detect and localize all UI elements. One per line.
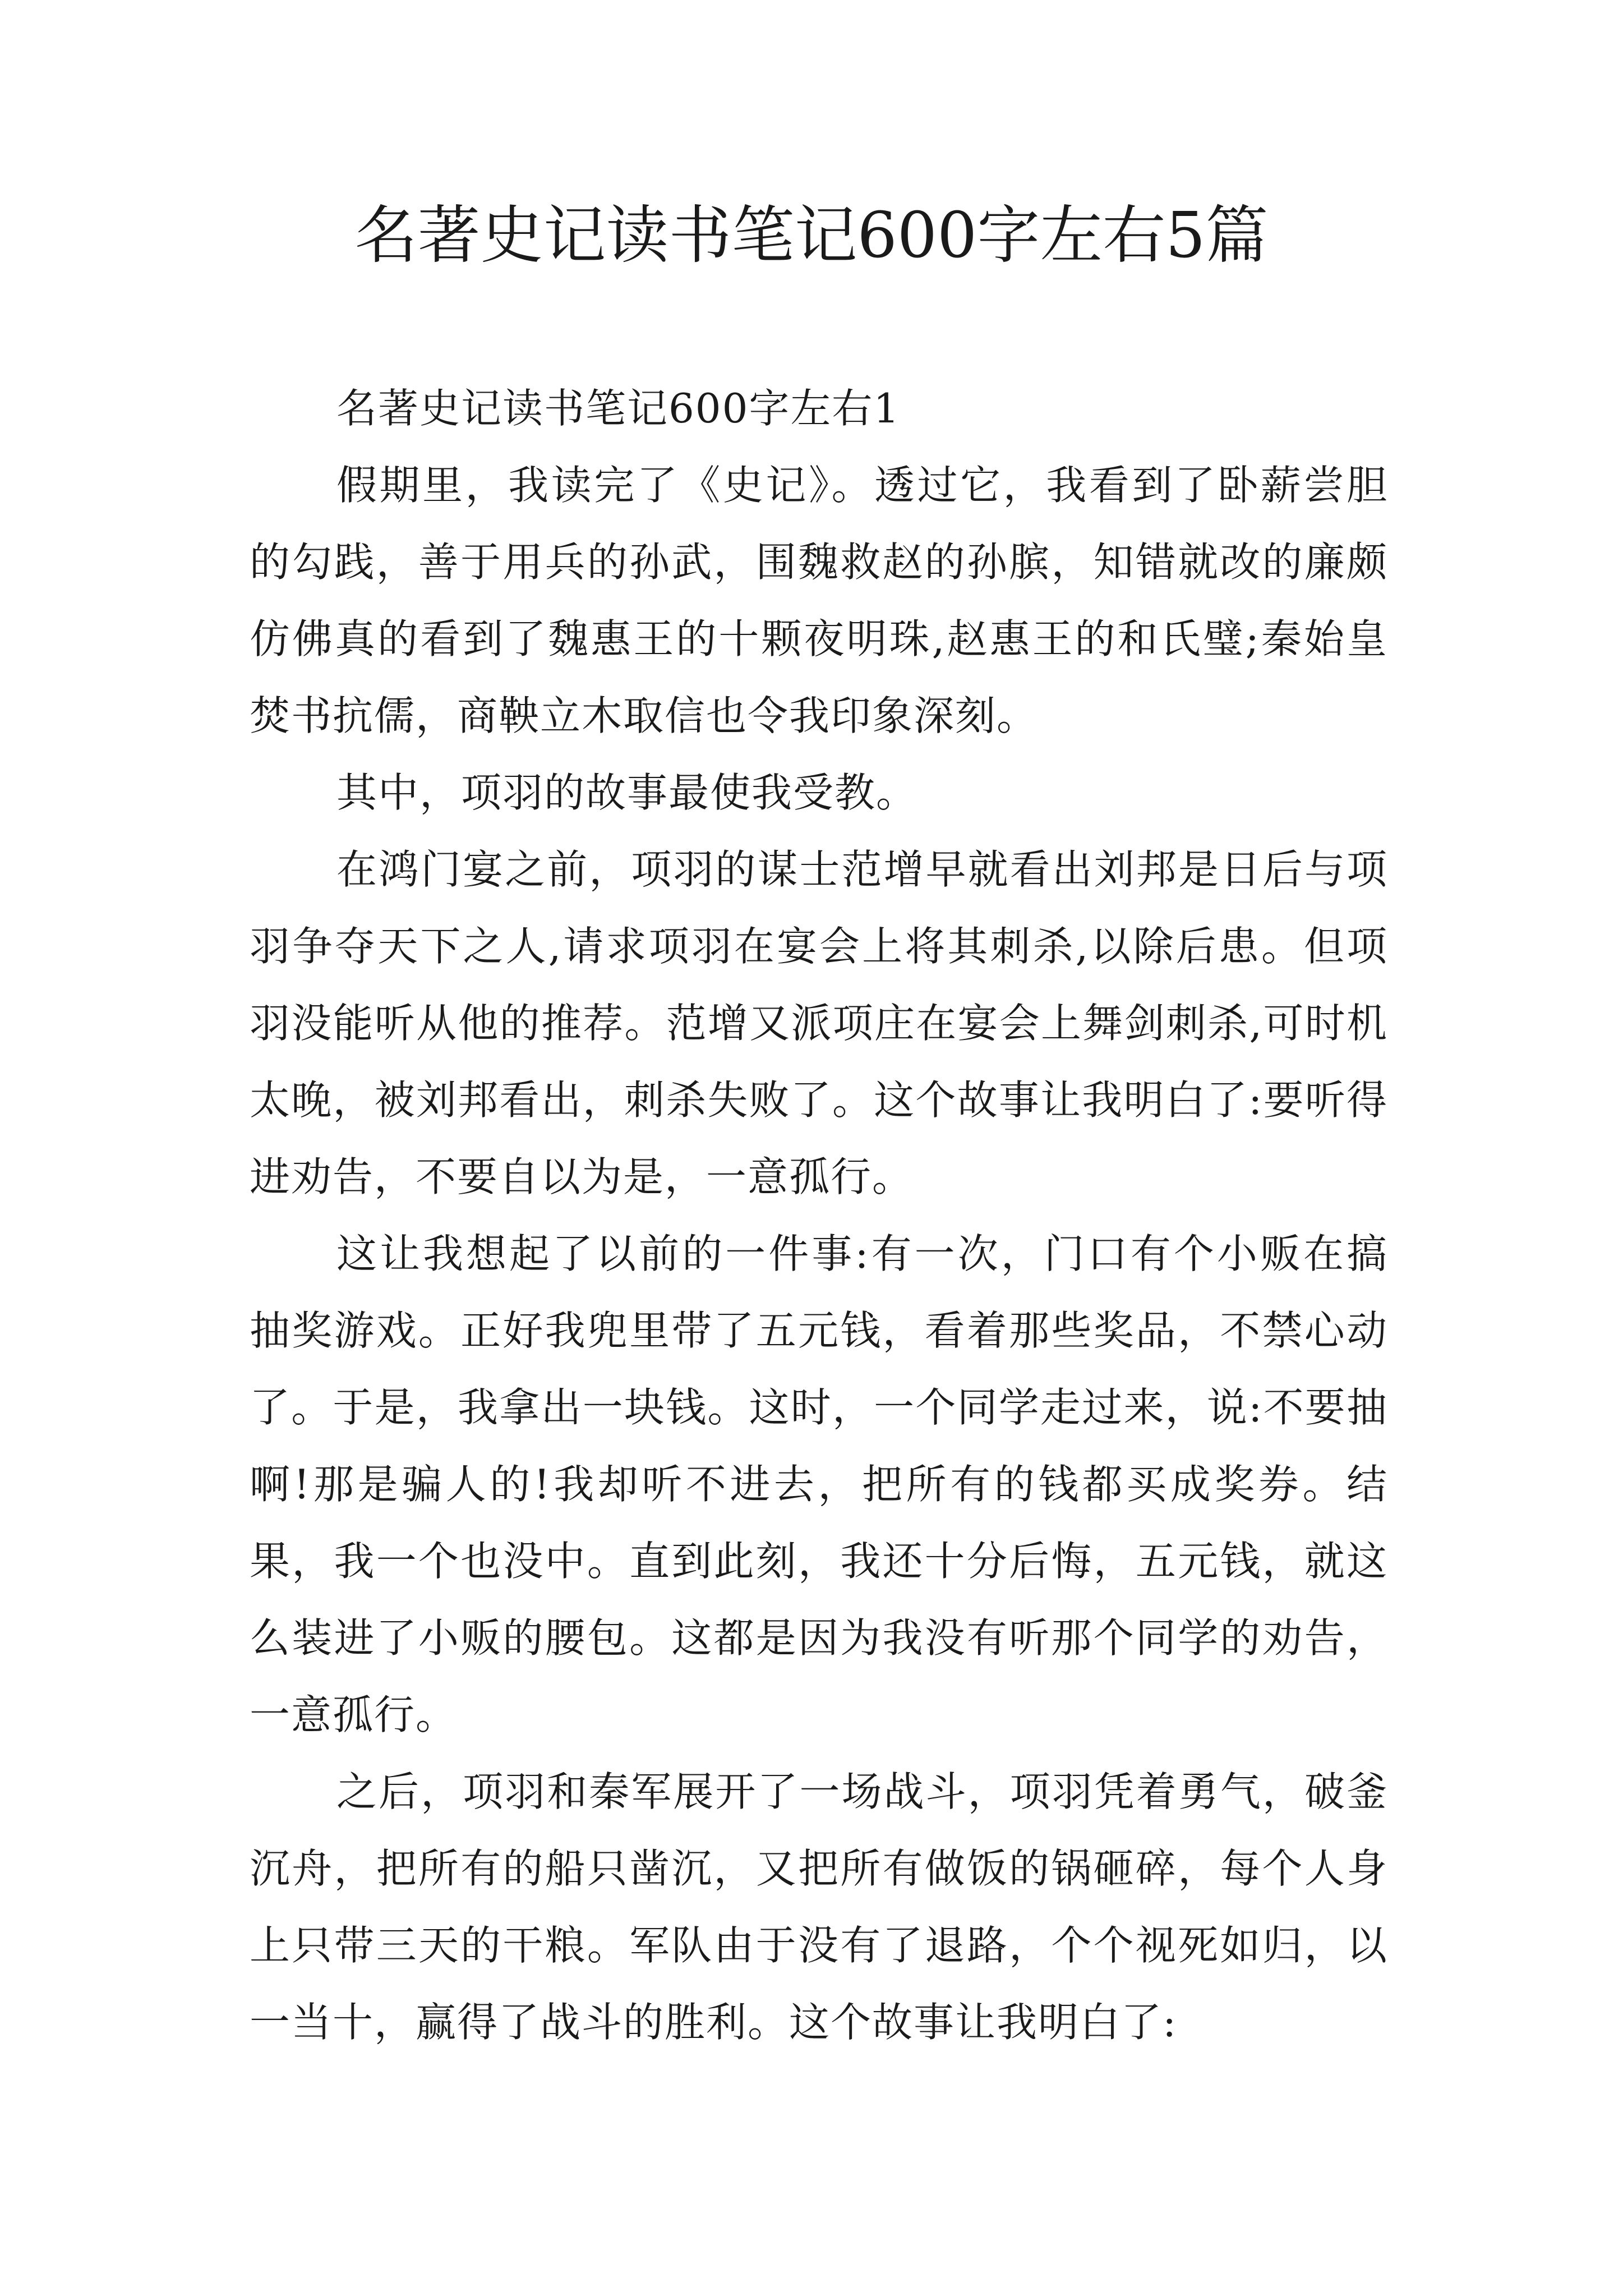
document-title: 名著史记读书笔记600字左右5篇 [354, 199, 1269, 272]
paragraph: 这让我想起了以前的一件事:有一次，门口有个小贩在搞抽奖游戏。正好我兜里带了五元钱，看着那些奖品，不禁心动了。于是，我拿出一块钱。这时，一个同学走过来，说:不要抽啊!那是骗人的!我却听不进去，把所有的钱都买成奖券。结果，我一个也没中。直到此刻，我还十分后悔，五元钱，就这么装进了小贩的腰包。这都是因为我没有听那个同学的劝告，一意孤行。 [250, 1230, 1388, 1738]
paragraph: 之后，项羽和秦军展开了一场战斗，项羽凭着勇气，破釜沉舟，把所有的船只凿沉，又把所有做饭的锅砸碎，每个人身上只带三天的干粮。军队由于没有了退路，个个视死如归，以一当十，赢得了战斗的胜利。这个故事让我明白了: [250, 1768, 1388, 2046]
document-body [250, 370, 1388, 2061]
section-heading: 名著史记读书笔记600字左右1 [336, 385, 901, 432]
paragraph: 在鸿门宴之前，项羽的谋士范增早就看出刘邦是日后与项羽争夺天下之人,请求项羽在宴会上将其刺杀,以除后患。但项羽没能听从他的推荐。范增又派项庄在宴会上舞剑刺杀,可时机太晚，被刘邦看出，刺杀失败了。这个故事让我明白了:要听得进劝告，不要自以为是，一意孤行。 [250, 846, 1388, 1200]
paragraph: 假期里，我读完了《史记》。透过它，我看到了卧薪尝胆的勾践，善于用兵的孙武，围魏救赵的孙膑，知错就改的廉颇仿佛真的看到了魏惠王的十颗夜明珠,赵惠王的和氏璧;秦始皇焚书抗儒，商鞅立木取信也令我印象深刻。 [250, 462, 1388, 739]
paragraph: 其中，项羽的故事最使我受教。 [336, 769, 918, 816]
